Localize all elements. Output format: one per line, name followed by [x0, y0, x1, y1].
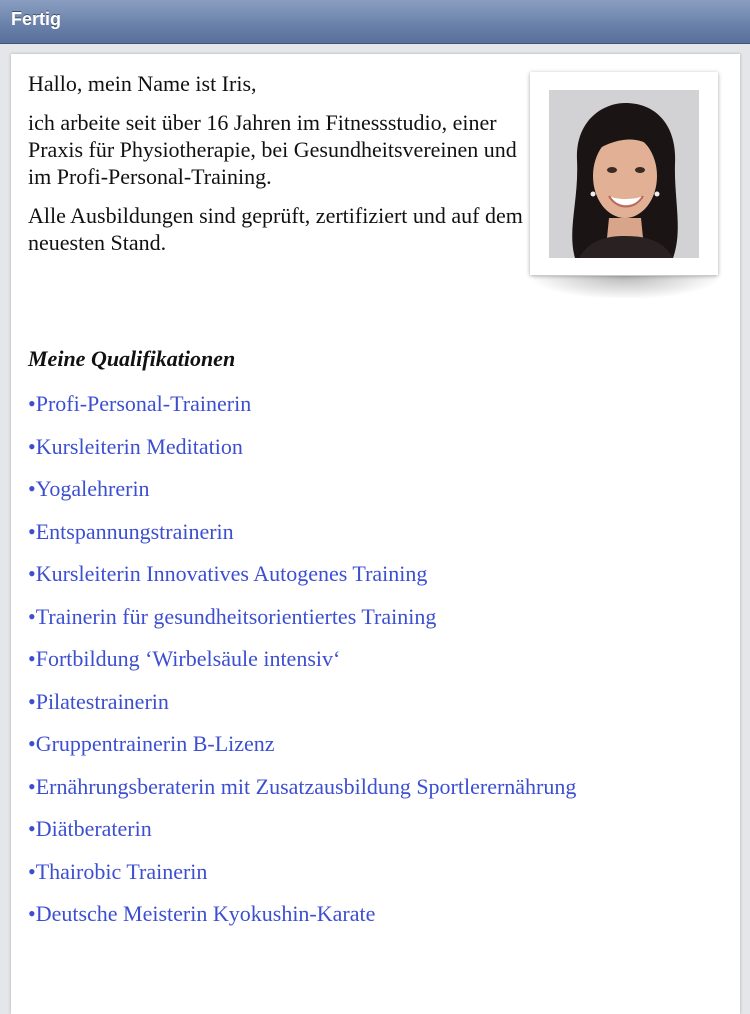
qualifications-heading: Meine Qualifikationen: [28, 346, 236, 371]
intro-paragraph-certifications: Alle Ausbildungen sind geprüft, zertifiziert und auf dem neuesten Stand.: [28, 203, 523, 255]
qualification-item-ernaehrungsberaterin[interactable]: •Ernährungsberaterin mit Zusatzausbildung Sportlerernährung: [28, 773, 577, 799]
qualification-item-entspannungstrainerin[interactable]: •Entspannungstrainerin: [28, 518, 234, 544]
navigation-bar: [0, 0, 750, 44]
intro-paragraph-experience: ich arbeite seit über 16 Jahren im Fitnessstudio, einer Praxis für Physiotherapie, bei Gesundheitsvereinen und im Profi-Personal-Training.: [28, 110, 517, 189]
profile-photo-frame: [530, 72, 718, 275]
done-button[interactable]: Fertig: [11, 9, 62, 29]
intro-greeting: Hallo, mein Name ist Iris,: [28, 71, 257, 96]
qualification-item-kyokushin-karate[interactable]: •Deutsche Meisterin Kyokushin-Karate: [28, 901, 376, 926]
qualification-item-autogenes-training[interactable]: •Kursleiterin Innovatives Autogenes Training: [28, 561, 428, 586]
qualification-item-yogalehrerin[interactable]: •Yogalehrerin: [28, 476, 150, 501]
photo-shadow: [534, 276, 716, 298]
qualification-item-diaetberaterin[interactable]: •Diätberaterin: [28, 816, 152, 841]
qualification-item-pilatestrainerin[interactable]: •Pilatestrainerin: [28, 688, 169, 714]
qualification-item-profi-personal-trainerin[interactable]: •Profi-Personal-Trainerin: [28, 391, 252, 416]
qualification-item-meditation[interactable]: •Kursleiterin Meditation: [28, 433, 243, 459]
qualifications-list: [28, 391, 576, 944]
qualification-item-wirbelsaeule-intensiv[interactable]: •Fortbildung ‘Wirbelsäule intensiv‘: [28, 646, 341, 671]
content-panel: [11, 54, 740, 1014]
intro-text: [28, 70, 528, 268]
profile-photo: [549, 90, 699, 258]
qualification-item-gesundheitsorientiertes-training[interactable]: •Trainerin für gesundheitsorientiertes Training: [28, 603, 437, 629]
portrait-image: [549, 90, 699, 258]
qualification-item-gruppentrainerin[interactable]: •Gruppentrainerin B-Lizenz: [28, 731, 275, 756]
qualification-item-thairobic-trainerin[interactable]: •Thairobic Trainerin: [28, 858, 208, 884]
